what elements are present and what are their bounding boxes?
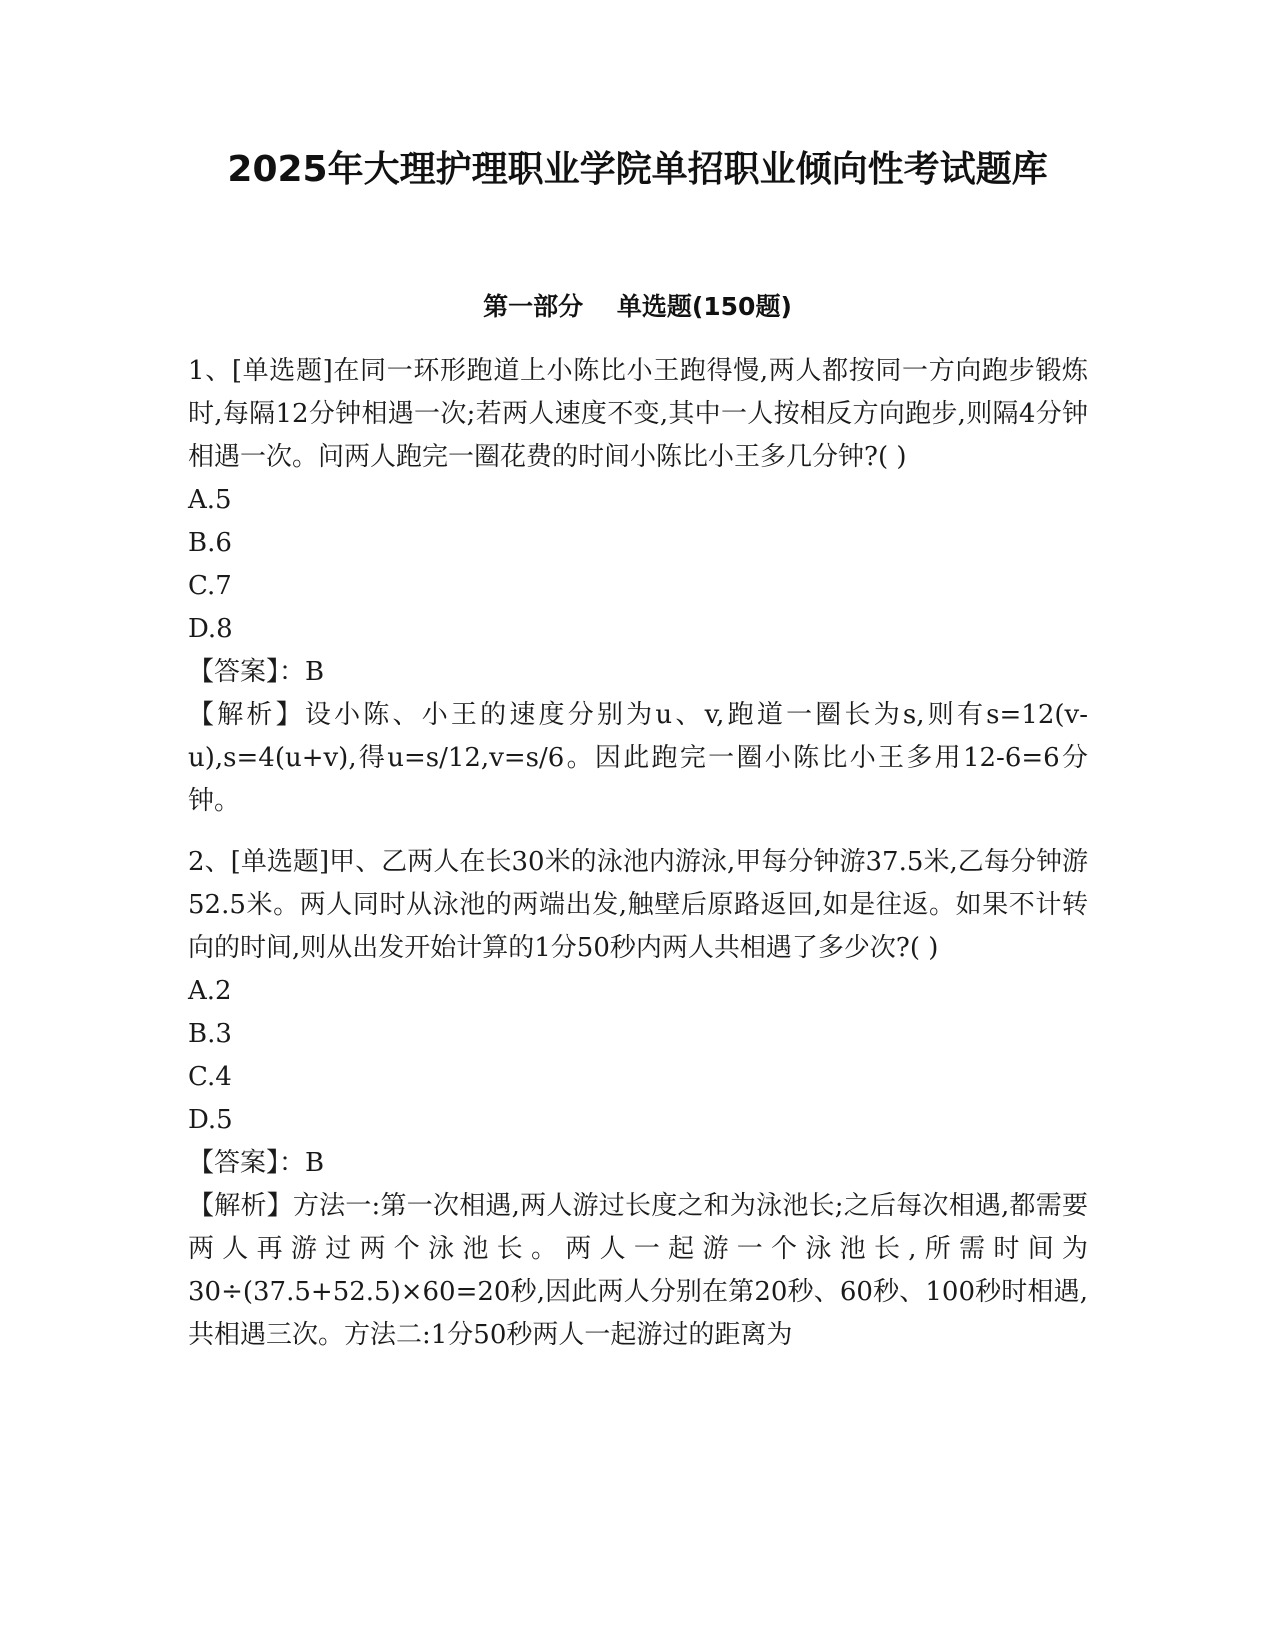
answer-line [188, 651, 1088, 694]
answer-line [188, 1142, 1088, 1185]
option-a: A.5 [188, 485, 232, 515]
analysis-line [188, 1185, 1088, 1357]
option-b: B.3 [188, 1019, 232, 1049]
option-b: B.6 [188, 528, 232, 558]
document-title: 2025年大理护理职业学院单招职业倾向性考试题库 [227, 149, 1048, 190]
analysis-text: 方法一:第一次相遇,两人游过长度之和为泳池长;之后每次相遇,都需要两人再游过两个泳池长。两人一起游一个泳池长,所需时间为30÷(37.5+52.5)×60=20秒,因此两人分别在第20秒、60秒、100秒时相遇,共相遇三次。方法二:1分50秒两人一起游过的距离为 [188, 1191, 1088, 1350]
answer-label: 【答案】： [188, 657, 306, 687]
question-stem: 2、[单选题]甲、乙两人在长30米的泳池内游泳,甲每分钟游37.5米,乙每分钟游52.5米。两人同时从泳池的两端出发,触壁后原路返回,如是往返。如果不计转向的时间,则从出发开始计算的1分50秒内两人共相遇了多少次?( ) [188, 847, 1088, 963]
analysis-text: 设小陈、小王的速度分别为u、v,跑道一圈长为s,则有s=12(v-u),s=4(u+v),得u=s/12,v=s/6。因此跑完一圈小陈比小王多用12-6=6分钟。 [188, 700, 1088, 816]
option-d: D.5 [188, 1105, 233, 1135]
answer-value: B [305, 1148, 325, 1178]
section-title: 第一部分 单选题(150题) [483, 292, 792, 321]
question-1 [188, 350, 1088, 823]
option-c: C.4 [188, 1062, 232, 1092]
question-2 [188, 841, 1088, 1357]
option-a: A.2 [188, 976, 232, 1006]
analysis-label: 【解析】 [188, 700, 305, 730]
answer-value: B [305, 657, 325, 687]
answer-label: 【答案】： [188, 1148, 306, 1178]
question-stem: 1、[单选题]在同一环形跑道上小陈比小王跑得慢,两人都按同一方向跑步锻炼时,每隔12分钟相遇一次;若两人速度不变,其中一人按相反方向跑步,则隔4分钟相遇一次。问两人跑完一圈花费的时间小陈比小王多几分钟?( ) [188, 356, 1088, 472]
analysis-label: 【解析】 [188, 1191, 293, 1221]
option-c: C.7 [188, 571, 232, 601]
question-list [188, 350, 1088, 1375]
analysis-line [188, 694, 1088, 823]
option-d: D.8 [188, 614, 233, 644]
